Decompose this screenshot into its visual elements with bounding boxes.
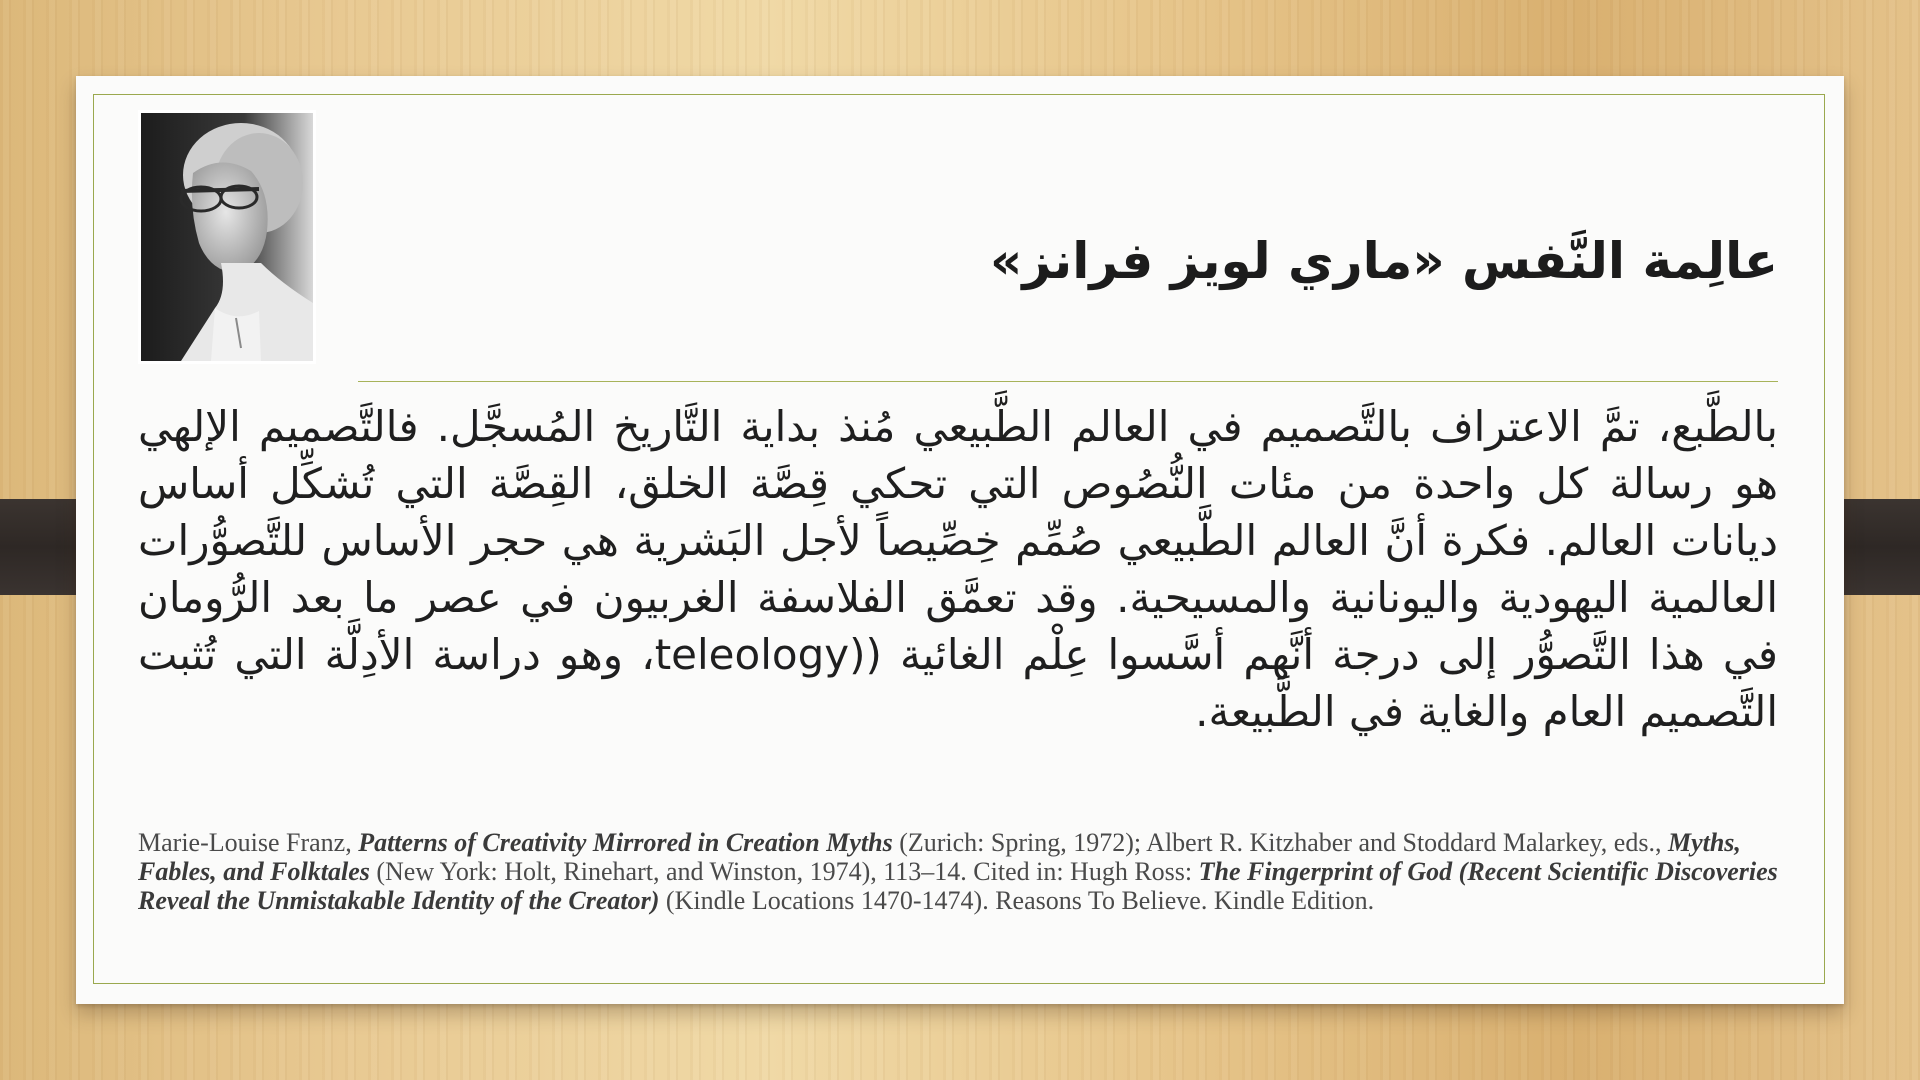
citation-book-title: Patterns of Creativity Mirrored in Creation Myths	[358, 828, 893, 857]
citation	[138, 828, 1778, 915]
slide	[76, 76, 1844, 1004]
citation-book-title: Myths, Fables, and Folktales	[138, 828, 1741, 886]
citation-text: (Zurich: Spring, 1972); Albert R. Kitzhaber and Stoddard Malarkey, eds.,	[892, 828, 1668, 857]
title-divider	[358, 381, 1778, 382]
portrait-photo	[138, 110, 316, 364]
body-paragraph: بالطَّبع، تمَّ الاعتراف بالتَّصميم في العالم الطَّبيعي مُنذ بداية التَّاريخ المُسجَّل. فالتَّصميم الإلهي هو رسالة كل واحدة من مئات النُّصُوص التي تحكي قِصَّة الخلق، القِصَّة التي تُشكِّل أساس ديانات العالم. فكرة أنَّ العالم الطَّبيعي صُمِّم خِصِّيصاً لأجل البَشرية هي حجر الأساس للتَّصوُّرات العالمية اليهودية واليونانية والمسيحية. وقد تعمَّق الفلاسفة الغربيون في عصر ما بعد الرُّومان في هذا التَّصوُّر إلى درجة أنَّهم أسَّسوا عِلْم الغائية ((teleology، وهو دراسة الأدِلَّة التي تُثبت التَّصميم العام والغاية في الطَّبيعة.	[138, 402, 1778, 736]
citation-text: (New York: Holt, Rinehart, and Winston, 1974), 113–14. Cited in: Hugh Ross:	[369, 857, 1199, 886]
slide-title: عالِمة النَّفس «ماري لويز فرانز»	[990, 232, 1778, 290]
citation-book-title: The Fingerprint of God (Recent Scientific Discoveries Reveal the Unmistakable Identity of the Creator)	[138, 857, 1778, 915]
citation-text: Marie-Louise Franz,	[138, 828, 359, 857]
citation-text: (Kindle Locations 1470-1474). Reasons To Believe. Kindle Edition.	[659, 886, 1375, 915]
